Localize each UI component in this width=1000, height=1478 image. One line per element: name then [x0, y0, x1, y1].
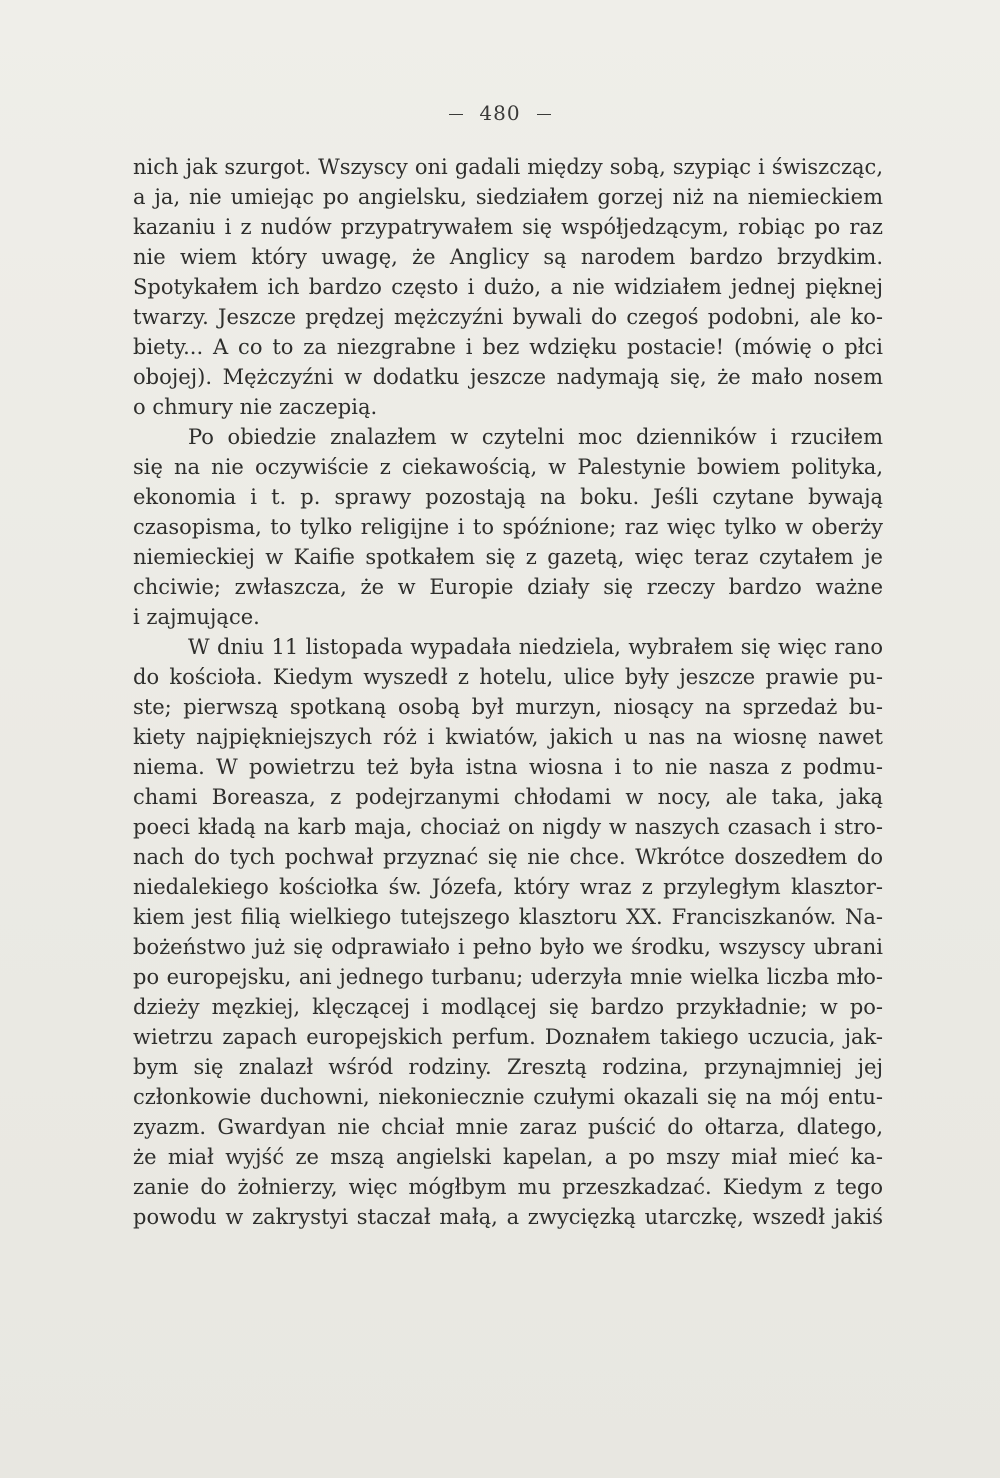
- paragraph-3: [133, 632, 883, 1232]
- text-line: wietrzu zapach europejskich perfum. Doznałem takiego uczucia, jak-: [133, 1025, 883, 1049]
- text-line: kiety najpiękniejszych róż i kwiatów, jakich u nas na wiosnę nawet: [133, 725, 883, 749]
- text-line: dzieży męzkiej, klęczącej i modlącej się bardzo przykładnie; w po-: [133, 995, 883, 1019]
- text-line: się na nie oczywiście z ciekawością, w Palestynie bowiem polityka,: [133, 455, 883, 479]
- paragraph-1: [133, 152, 883, 422]
- text-line: bym się znalazł wśród rodziny. Zresztą rodzina, przynajmniej jej: [133, 1055, 883, 1079]
- text-line: zanie do żołnierzy, więc mógłbym mu przeszkadzać. Kiedym z tego: [133, 1175, 883, 1199]
- text-line: nie wiem który uwagę, że Anglicy są narodem bardzo brzydkim.: [133, 245, 883, 269]
- text-line: zyazm. Gwardyan nie chciał mnie zaraz puścić do ołtarza, dlatego,: [133, 1115, 883, 1139]
- text-line: kiem jest filią wielkiego tutejszego klasztoru XX. Franciszkanów. Na-: [133, 905, 883, 929]
- text-line: powodu w zakrystyi staczał małą, a zwycięzką utarczkę, wszedł jakiś: [133, 1205, 883, 1229]
- paragraph-2: [133, 422, 883, 632]
- text-line: Spotykałem ich bardzo często i dużo, a nie widziałem jednej pięknej: [133, 275, 883, 299]
- text-line: bożeństwo już się odprawiało i pełno było we środku, wszyscy ubrani: [133, 935, 883, 959]
- right-dash: [537, 114, 551, 115]
- text-line: i zajmujące.: [133, 605, 260, 629]
- text-line: a ja, nie umiejąc po angielsku, siedziałem gorzej niż na niemieckiem: [133, 185, 883, 209]
- text-line: nach do tych pochwał przyznać się nie chce. Wkrótce doszedłem do: [133, 845, 883, 869]
- text-line: ste; pierwszą spotkaną osobą był murzyn, niosący na sprzedaż bu-: [133, 695, 883, 719]
- text-line: poeci kładą na karb maja, chociaż on nigdy w naszych czasach i stro-: [133, 815, 883, 839]
- left-dash: [449, 114, 463, 115]
- text-line: twarzy. Jeszcze prędzej mężczyźni bywali do czegoś podobni, ale ko-: [133, 305, 883, 329]
- body-text: [133, 152, 883, 1232]
- text-line: biety... A co to za niezgrabne i bez wdzięku postacie! (mówię o płci: [133, 335, 883, 359]
- text-line: nich jak szurgot. Wszyscy oni gadali między sobą, szypiąc i świszcząc,: [133, 155, 883, 179]
- text-line: chciwie; zwłaszcza, że w Europie działy się rzeczy bardzo ważne: [133, 575, 883, 599]
- text-line: ekonomia i t. p. sprawy pozostają na boku. Jeśli czytane bywają: [133, 485, 883, 509]
- text-line: kazaniu i z nudów przypatrywałem się współjedzącym, robiąc po raz: [133, 215, 883, 239]
- text-line: niedalekiego kościołka św. Józefa, który wraz z przyległym klasztor-: [133, 875, 883, 899]
- text-line: po europejsku, ani jednego turbanu; uderzyła mnie wielka liczba mło-: [133, 965, 883, 989]
- text-line: członkowie duchowni, niekoniecznie czułymi okazali się na mój entu-: [133, 1085, 883, 1109]
- text-line: do kościoła. Kiedym wyszedł z hotelu, ulice były jeszcze prawie pu-: [133, 665, 883, 689]
- text-line: niema. W powietrzu też była istna wiosna i to nie nasza z podmu-: [133, 755, 883, 779]
- page-number-header: [0, 101, 1000, 125]
- text-line: czasopisma, to tylko religijne i to spóźnione; raz więc tylko w oberży: [133, 515, 883, 539]
- text-line: W dniu 11 listopada wypadała niedziela, wybrałem się więc rano: [188, 635, 883, 659]
- page-number: 480: [479, 101, 521, 125]
- text-line: niemieckiej w Kaifie spotkałem się z gazetą, więc teraz czytałem je: [133, 545, 883, 569]
- text-line: Po obiedzie znalazłem w czytelni moc dzienników i rzuciłem: [188, 425, 883, 449]
- text-line: o chmury nie zaczepią.: [133, 395, 378, 419]
- text-line: chami Boreasza, z podejrzanymi chłodami w nocy, ale taka, jaką: [133, 785, 883, 809]
- text-line: że miał wyjść ze mszą angielski kapelan, a po mszy miał mieć ka-: [133, 1145, 883, 1169]
- text-line: obojej). Mężczyźni w dodatku jeszcze nadymają się, że mało nosem: [133, 365, 883, 389]
